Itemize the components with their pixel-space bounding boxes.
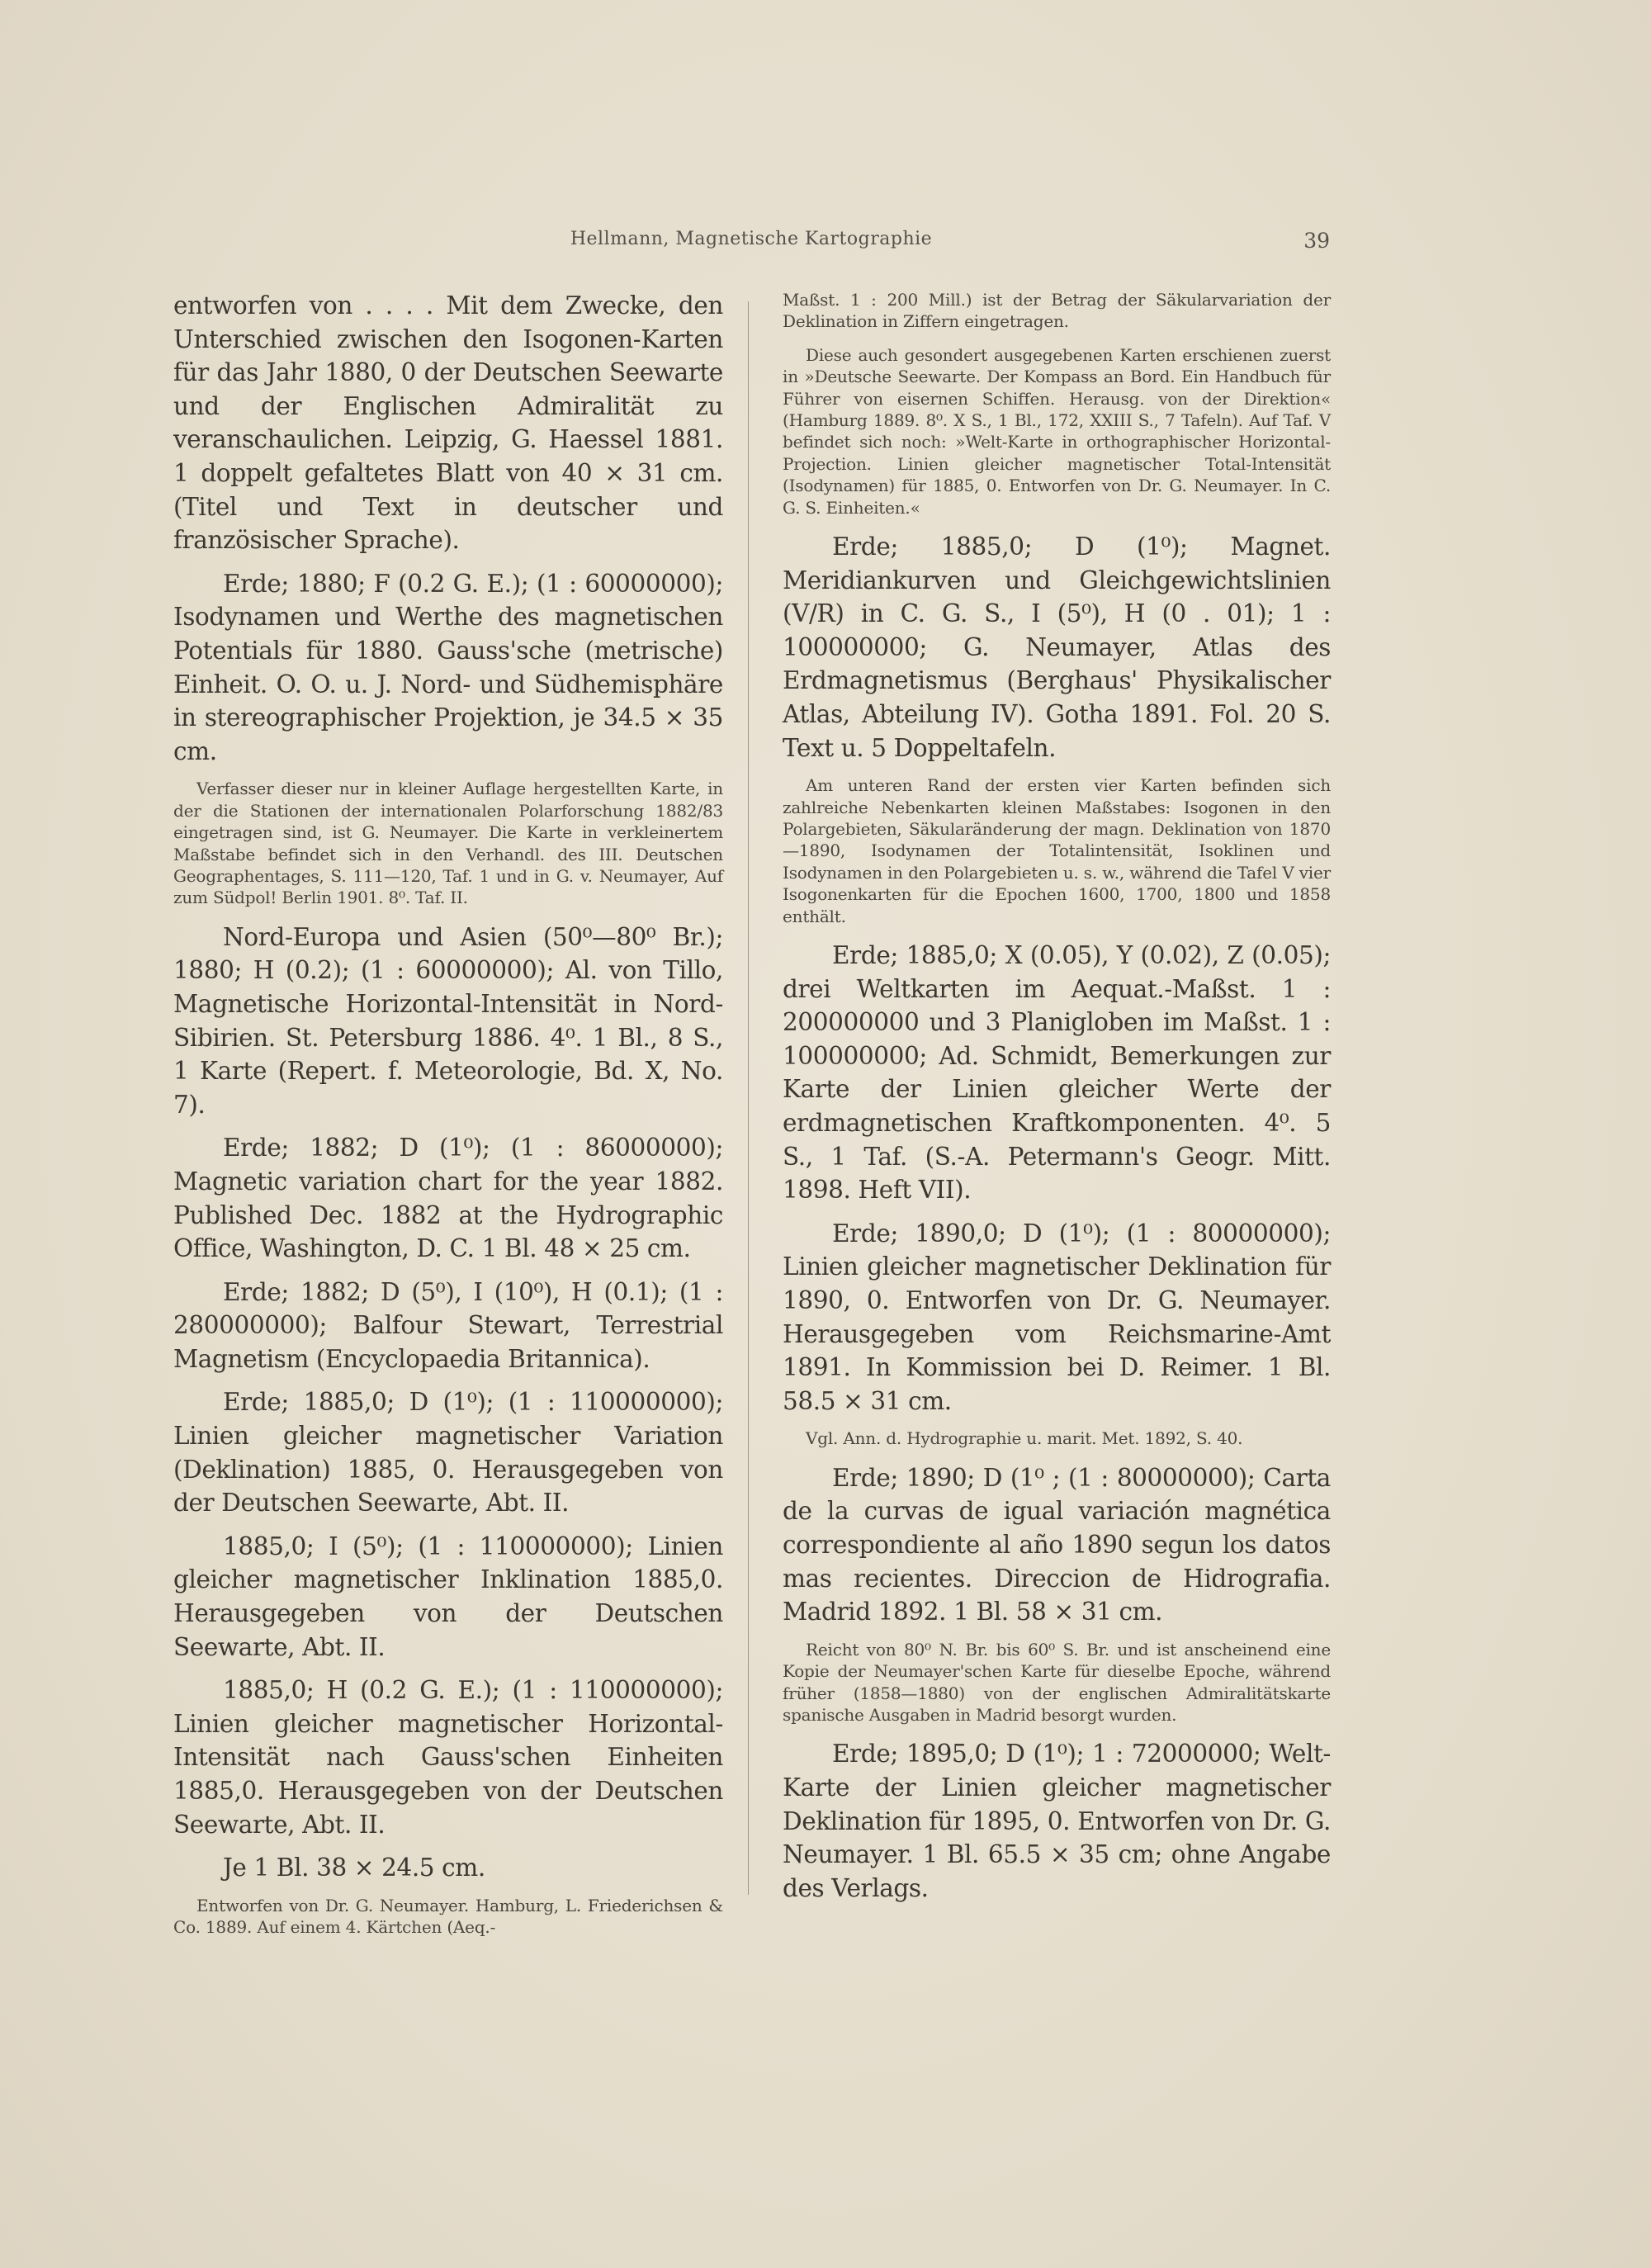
footnote-paragraph: Entworfen von Dr. G. Neumayer. Hamburg, L. Friederichsen & Co. 1889. Auf einem 4. Kärtchen (Aeq.- <box>173 1895 723 1938</box>
bibliography-entry: Erde; 1885,0; D (1⁰); (1 : 110000000); Linien gleicher magnetischer Variation (Deklination) 1885, 0. Herausgegeben von der Deutschen Seewarte, Abt. II. <box>173 1388 723 1518</box>
footnote-paragraph: Vgl. Ann. d. Hydrographie u. marit. Met. 1892, S. 40. <box>806 1428 1243 1449</box>
footnote-paragraph: Maßst. 1 : 200 Mill.) ist der Betrag der Säkularvariation der Deklination in Ziffern eingetragen. <box>783 290 1331 332</box>
bibliography-entry: 1885,0; I (5⁰); (1 : 110000000); Linien gleicher magnetischer Inklination 1885,0. Herausgegeben von der Deutschen Seewarte, Abt. II. <box>173 1532 723 1661</box>
bibliography-entry: Erde; 1890,0; D (1⁰); (1 : 80000000); Linien gleicher magnetischer Deklination für 1890, 0. Entworfen von Dr. G. Neumayer. Herausgegeben vom Reichsmarine-Amt 1891. In Kommission bei D. Reimer. 1 Bl. 58.5 × 31 cm. <box>783 1219 1331 1415</box>
footnote-paragraph: Diese auch gesondert ausgegebenen Karten erschienen zuerst in »Deutsche Seewarte. Der Kompass an Bord. Ein Handbuch für Führer von eisernen Schiffen. Herausg. von der Direktion« (Hamburg 1889. 8⁰. X S., 1 Bl., 172, XXIII S., 7 Tafeln). Auf Taf. V befindet sich noch: »Welt-Karte in orthographischer Horizontal-Projection. Linien gleicher magnetischer Total-Intensität (Isodynamen) für 1885, 0. Entworfen von Dr. G. Neumayer. In C. G. S. Einheiten.« <box>783 344 1331 518</box>
bibliography-entry: 1885,0; H (0.2 G. E.); (1 : 110000000); Linien gleicher magnetischer Horizontal-Intensität nach Gauss'schen Einheiten 1885,0. Herausgegeben von der Deutschen Seewarte, Abt. II. <box>173 1676 723 1839</box>
bibliography-entry: Erde; 1882; D (5⁰), I (10⁰), H (0.1); (1 : 280000000); Balfour Stewart, Terrestrial Magnetism (Encyclopaedia Britannica). <box>173 1277 723 1373</box>
footnote-paragraph: Am unteren Rand der ersten vier Karten befinden sich zahlreiche Nebenkarten kleinen Maßstabes: Isogonen in den Polargebieten, Säkularänderung der magn. Deklination von 1870—1890, Isodynamen der Totalintensität, Isoklinen und Isodynamen in den Polargebieten u. s. w., während die Tafel V vier Isogonenkarten für die Epochen 1600, 1700, 1800 und 1858 enthält. <box>783 775 1331 926</box>
bibliography-entry: Nord-Europa und Asien (50⁰—80⁰ Br.); 1880; H (0.2); (1 : 60000000); Al. von Tillo, Magnetische Horizontal-Intensität in Nord-Sibirien. St. Petersburg 1886. 4⁰. 1 Bl., 8 S., 1 Karte (Repert. f. Meteorologie, Bd. X, No. 7). <box>173 922 723 1119</box>
bibliography-entry: Erde; 1885,0; D (1⁰); Magnet. Meridiankurven und Gleichgewichtslinien (V/R) in C. G. S., I (5⁰), H (0 . 01); 1 : 100000000; G. Neumayer, Atlas des Erdmagnetismus (Berghaus' Physikalischer Atlas, Abteilung IV). Gotha 1891. Fol. 20 S. Text u. 5 Doppeltafeln. <box>783 533 1331 762</box>
left-column <box>173 289 723 1950</box>
right-column <box>783 289 1331 1915</box>
bibliography-entry: Erde; 1882; D (1⁰); (1 : 86000000); Magnetic variation chart for the year 1882. Published Dec. 1882 at the Hydrographic Office, Washington, D. C. 1 Bl. 48 × 25 cm. <box>173 1134 723 1263</box>
bibliography-entry: Erde; 1890; D (1⁰ ; (1 : 80000000); Carta de la curvas de igual variación magnética correspondiente al año 1890 segun los datos mas recientes. Direccion de Hidrografia. Madrid 1892. 1 Bl. 58 × 31 cm. <box>783 1463 1331 1626</box>
bibliography-entry: Erde; 1895,0; D (1⁰); 1 : 72000000; Welt-Karte der Linien gleicher magnetischer Deklination für 1895, 0. Entworfen von Dr. G. Neumayer. 1 Bl. 65.5 × 35 cm; ohne Angabe des Verlags. <box>783 1740 1331 1902</box>
bibliography-entry: Erde; 1880; F (0.2 G. E.); (1 : 60000000); Isodynamen und Werthe des magnetischen Potentials für 1880. Gauss'sche (metrische) Einheit. O. O. u. J. Nord- und Südhemisphäre in stereographischer Projektion, je 34.5 × 35 cm. <box>173 569 723 765</box>
bibliography-entry: Erde; 1885,0; X (0.05), Y (0.02), Z (0.05); drei Weltkarten im Aequat.-Maßst. 1 : 200000000 und 3 Planigloben im Maßst. 1 : 100000000; Ad. Schmidt, Bemerkungen zur Karte der Linien gleicher Werte der erdmagnetischen Kraftkomponenten. 4⁰. 5 S., 1 Taf. (S.-A. Petermann's Geogr. Mitt. 1898. Heft VII). <box>783 941 1331 1205</box>
footnote-paragraph: Reicht von 80⁰ N. Br. bis 60⁰ S. Br. und ist anscheinend eine Kopie der Neumayer'schen Karte für dieselbe Epoche, während früher (1858—1880) von der englischen Admiralitätskarte spanische Ausgaben in Madrid besorgt wurden. <box>783 1639 1331 1725</box>
column-divider <box>748 301 749 1895</box>
bibliography-entry: entworfen von . . . . Mit dem Zwecke, den Unterschied zwischen den Isogonen-Karten für das Jahr 1880, 0 der Deutschen Seewarte und der Englischen Admiralität zu veranschaulichen. Leipzig, G. Haessel 1881. 1 doppelt gefaltetes Blatt von 40 × 31 cm. (Titel und Text in deutscher und französischer Sprache). <box>173 291 723 555</box>
footnote-paragraph: Verfasser dieser nur in kleiner Auflage hergestellten Karte, in der die Stationen der internationalen Polarforschung 1882/83 eingetragen sind, ist G. Neumayer. Die Karte in verkleinertem Maßstabe befindet sich in den Verhandl. des III. Deutschen Geographentages, S. 111—120, Taf. 1 und in G. v. Neumayer, Auf zum Südpol! Berlin 1901. 8⁰. Taf. II. <box>173 779 723 908</box>
page-number: 39 <box>1303 229 1330 253</box>
bibliography-entry: Je 1 Bl. 38 × 24.5 cm. <box>223 1854 485 1882</box>
page-header <box>173 229 1329 262</box>
running-title: Hellmann, Magnetische Kartographie <box>570 229 933 249</box>
